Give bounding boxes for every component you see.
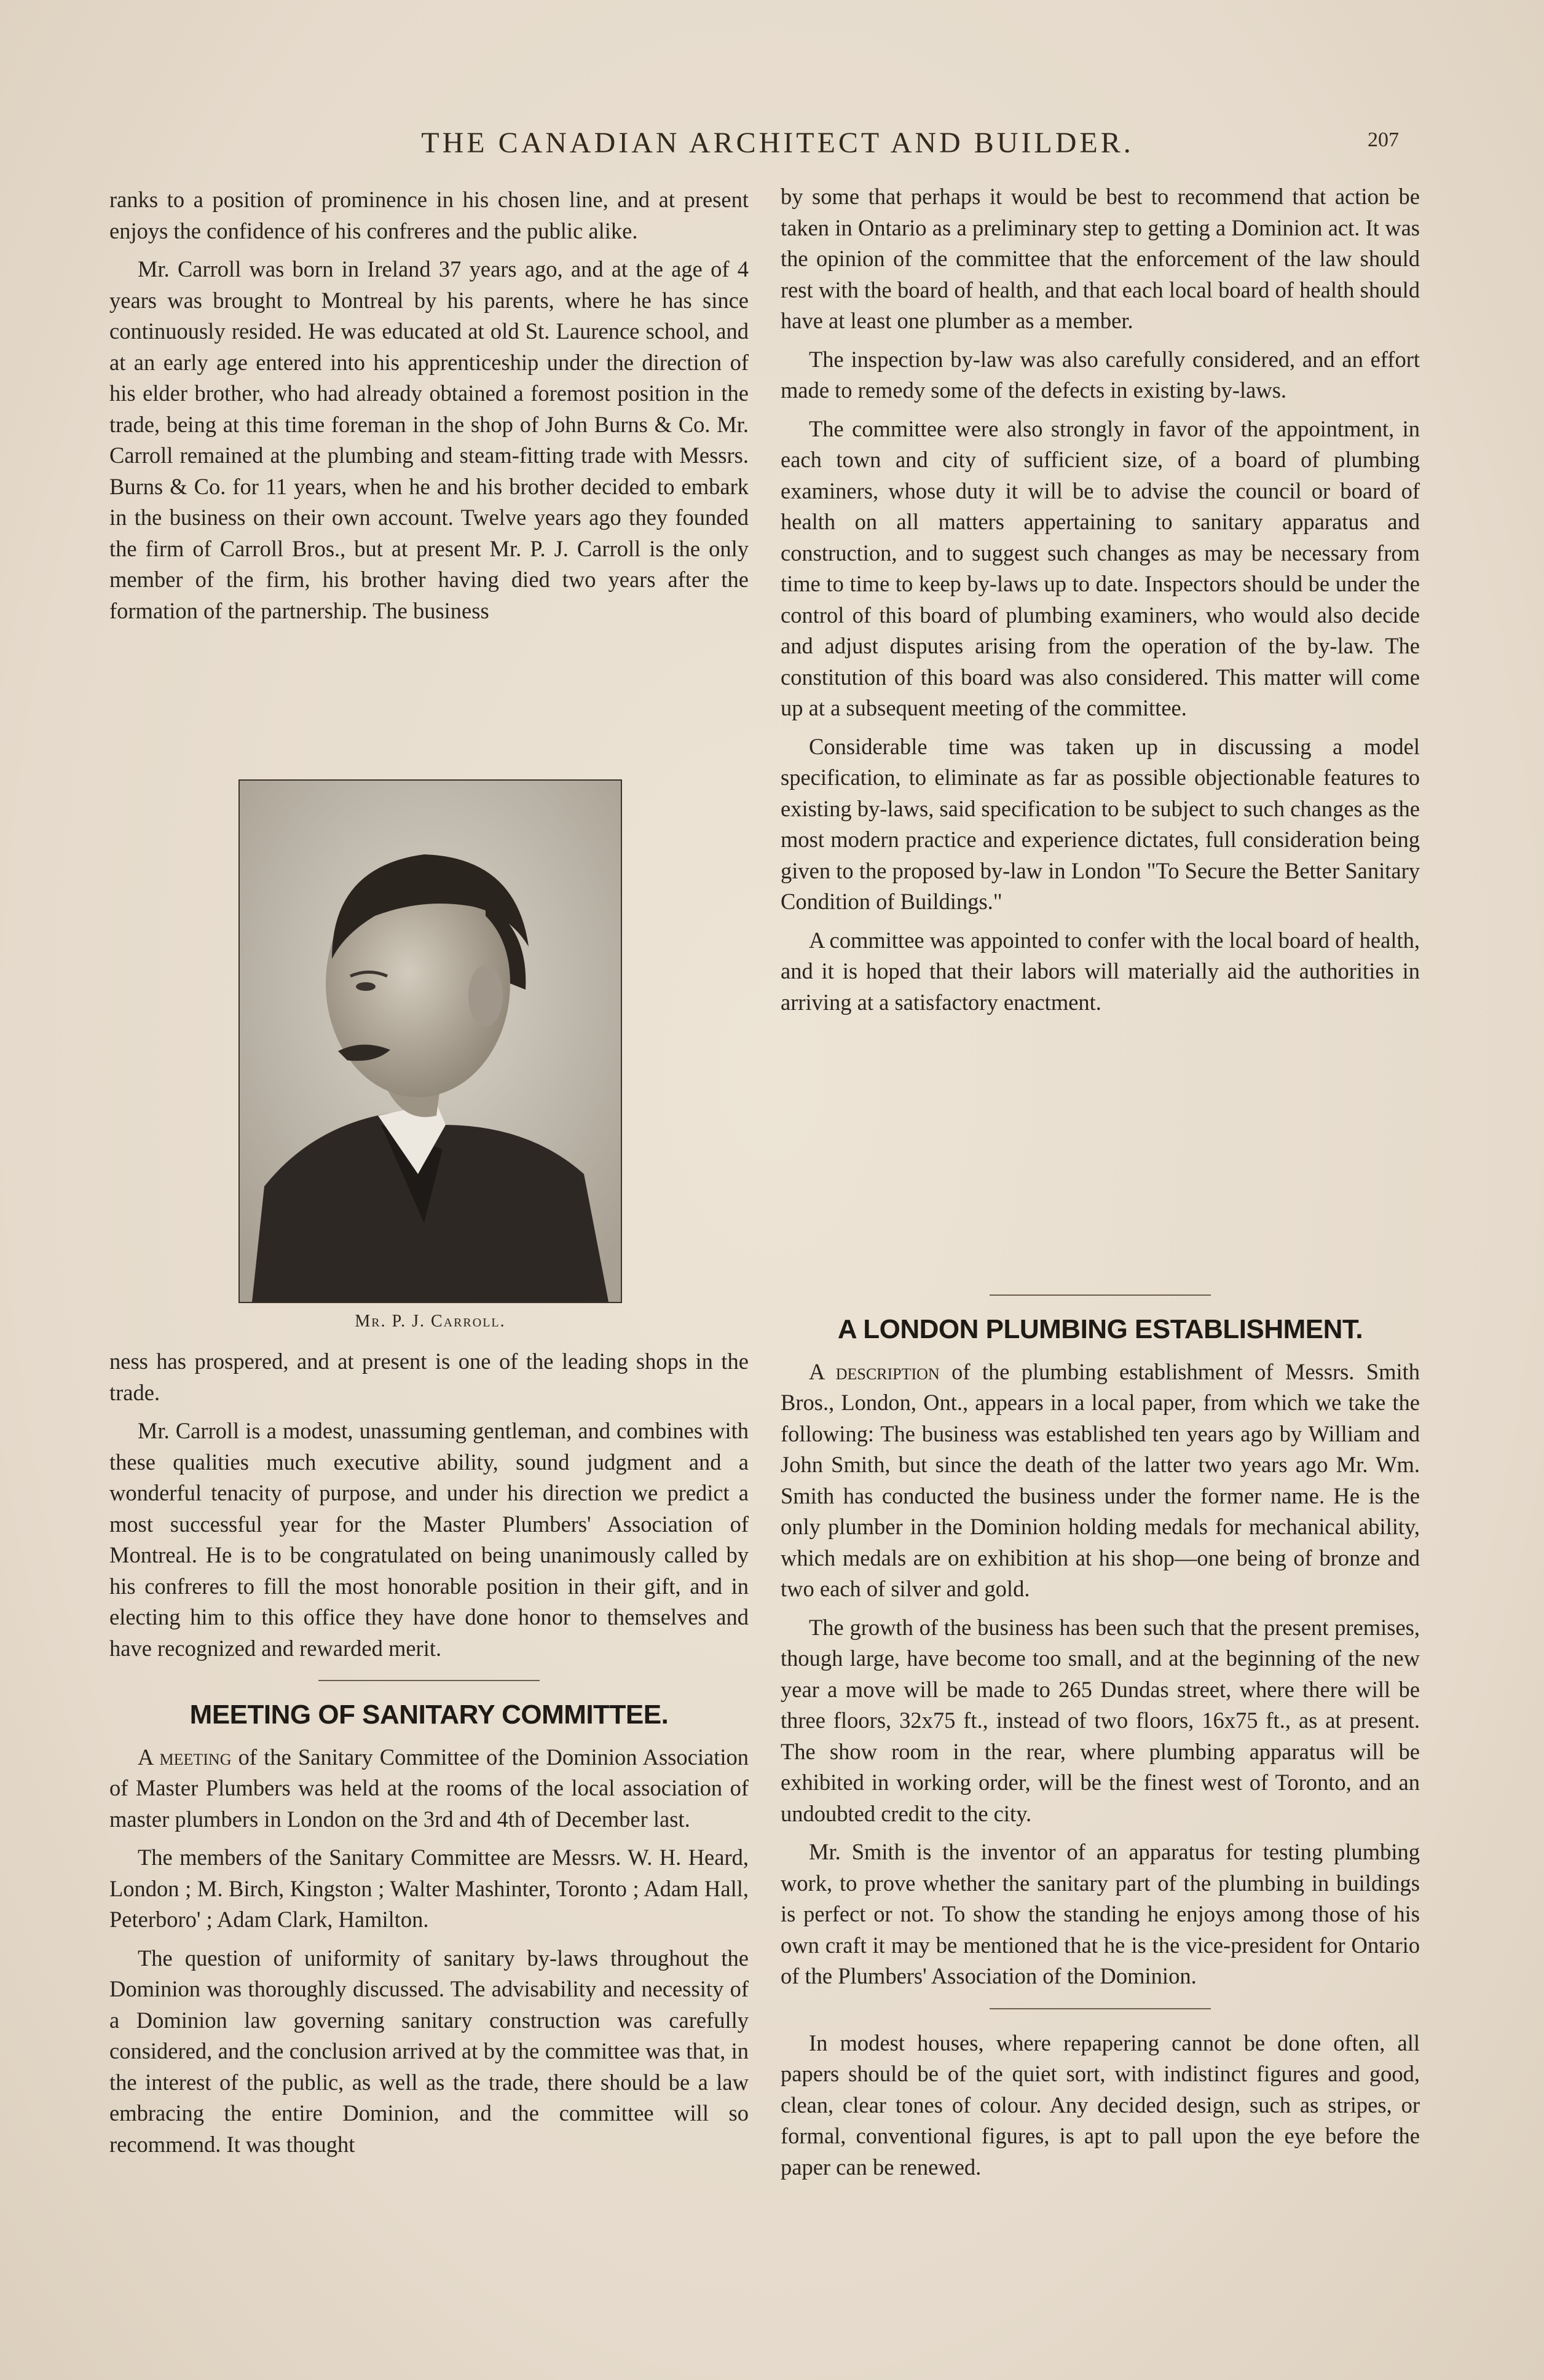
left-column-upper bbox=[109, 184, 749, 634]
page-header bbox=[0, 126, 1544, 169]
paragraph: ness has prospered, and at present is one of the leading shops in the trade. bbox=[109, 1349, 749, 1405]
london-plumbing-heading: A LONDON PLUMBING ESTABLISHMENT. bbox=[837, 1314, 1363, 1344]
paragraph-text: of the plumbing establishment of Messrs. Smith Bros., London, Ont., appears in a local paper, from which we take the following: The business was established ten years ago by William and John Smith, but since the death of the latter two years ago Mr. Wm. Smith has conducted the business under the former name. He is the only plumber in the Dominion holding medals for mechanical ability, which medals are on exhibition at his shop—one being of bronze and two each of silver and gold. bbox=[781, 1358, 1420, 1601]
left-column-lower bbox=[109, 1346, 749, 2167]
paragraph: ranks to a position of prominence in his chosen line, and at present enjoys the confidence of his confreres and the public alike. bbox=[109, 187, 749, 243]
paragraph: by some that perhaps it would be best to recommend that action be taken in Ontario as a preliminary step to getting a Dominion act. It was the opinion of the committee that the enforcement of the law should rest with the board of health, and that each local board of health should have at least one plumber as a member. bbox=[781, 184, 1420, 333]
section-divider bbox=[990, 1294, 1211, 1296]
paragraph: A committee was appointed to confer with the local board of health, and it is hoped that their labors will materially aid the authorities in arriving at a satisfactory enactment. bbox=[781, 927, 1420, 1015]
portrait-photo bbox=[238, 779, 622, 1303]
paragraph: The growth of the business has been such that the present premises, though large, have become too small, and at the beginning of the new year a move will be made to 265 Dundas street, where there will be three floors, 32x75 ft., instead of two floors, 16x75 ft., as at present. The show room in the rear, where plumbing apparatus will be exhibited in working order, will be the finest west of Toronto, and an undoubted credit to the city. bbox=[781, 1614, 1420, 1826]
section-divider bbox=[318, 1680, 540, 1681]
paragraph: Considerable time was taken up in discussing a model specification, to eliminate as far as possible objectionable features to existing by-laws, said specification to be subject to such changes as the most modern practice and experience dictates, full consideration being given to the proposed by-law in London "To Secure the Better Sanitary Condition of Buildings." bbox=[781, 733, 1420, 914]
section-divider bbox=[990, 2008, 1211, 2009]
paragraph: Mr. Carroll was born in Ireland 37 years ago, and at the age of 4 years was brought to Montreal by his parents, where he has since continuously resided. He was educated at old St. Laurence school, and at an early age entered into his apprenticeship under the direction of his elder brother, who had already obtained a foremost position in the trade, being at this time foreman in the shop of John Burns & Co. Mr. Carroll remained at the plumbing and steam-fitting trade with Messrs. Burns & Co. for 11 years, when he and his brother decided to embark in the business on their own account. Twelve years ago they founded the firm of Carroll Bros., but at present Mr. P. J. Carroll is the only member of the firm, his brother having died two years after the formation of the partnership. The business bbox=[109, 256, 749, 623]
paragraph: The members of the Sanitary Committee are Messrs. W. H. Heard, London ; M. Birch, Kingston ; Walter Mashinter, Toronto ; Adam Hall, Peterboro' ; Adam Clark, Hamilton. bbox=[109, 1845, 749, 1932]
paragraph: Mr. Carroll is a modest, unassuming gentleman, and combines with these qualities much executive ability, sound judgment and a wonderful tenacity of purpose, and under his direction we predict a most successful year for the Master Plumbers' Association of Montreal. He is to be congratulated on being unanimously called by his confreres to fill the most honorable position in their gift, and in electing him to this office they have done honor to themselves and have recognized and rewarded merit. bbox=[109, 1418, 749, 1661]
paragraph: The inspection by-law was also carefully considered, and an effort made to remedy some of the defects in existing by-laws. bbox=[781, 346, 1420, 403]
paragraph: The committee were also strongly in favor of the appointment, in each town and city of sufficient size, of a board of plumbing examiners, whose duty it will be to advise the council or board of health on all matters appertaining to sanitary apparatus and construction, and to suggest such changes as may be necessary from time to time to keep by-laws up to date. Inspectors should be under the control of this board of plumbing examiners, who would also decide and adjust disputes arising from the operation of the by-law. The constitution of this board was also considered. This matter will come up at a subsequent meeting of the committee. bbox=[781, 416, 1420, 720]
lead-in: A description bbox=[809, 1358, 940, 1384]
right-column-upper bbox=[781, 181, 1420, 1025]
paragraph: In modest houses, where repapering cannot be done often, all papers should be of the quiet sort, with indistinct figures and good, clean, clear tones of colour. Any decided design, such as stripes, or formal, conventional figures, is apt to pall upon the eye before the paper can be renewed. bbox=[781, 2030, 1420, 2180]
portrait-image bbox=[240, 781, 621, 1302]
paragraph-text: of the Sanitary Committee of the Dominion Association of Master Plumbers was held at the rooms of the local association of master plumbers in London on the 3rd and 4th of December last. bbox=[109, 1744, 749, 1832]
journal-title: THE CANADIAN ARCHITECT AND BUILDER. bbox=[421, 127, 1134, 159]
paragraph: Mr. Smith is the inventor of an apparatus for testing plumbing work, to prove whether the sanitary part of the plumbing in buildings is perfect or not. To show the standing he enjoys among those of his own craft it may be mentioned that he is the vice-president for Ontario of the Plumbers' Association of the Dominion. bbox=[781, 1839, 1420, 1988]
sanitary-committee-heading: MEETING OF SANITARY COMMITTEE. bbox=[189, 1700, 669, 1730]
page-number: 207 bbox=[1368, 128, 1399, 151]
portrait-caption: Mr. P. J. Carroll. bbox=[355, 1312, 506, 1331]
lead-in: A meeting bbox=[138, 1744, 232, 1770]
right-column-lower bbox=[781, 1279, 1420, 2190]
paragraph: The question of uniformity of sanitary by-laws throughout the Dominion was thoroughly discussed. The advisability and necessity of a Dominion law governing sanitary construction was carefully considered, and the conclusion arrived at by the committee was that, in the interest of the public, as well as the trade, there should be a law embracing the entire Dominion, and the committee will so recommend. It was thought bbox=[109, 1945, 749, 2157]
portrait-figure bbox=[238, 779, 622, 1331]
